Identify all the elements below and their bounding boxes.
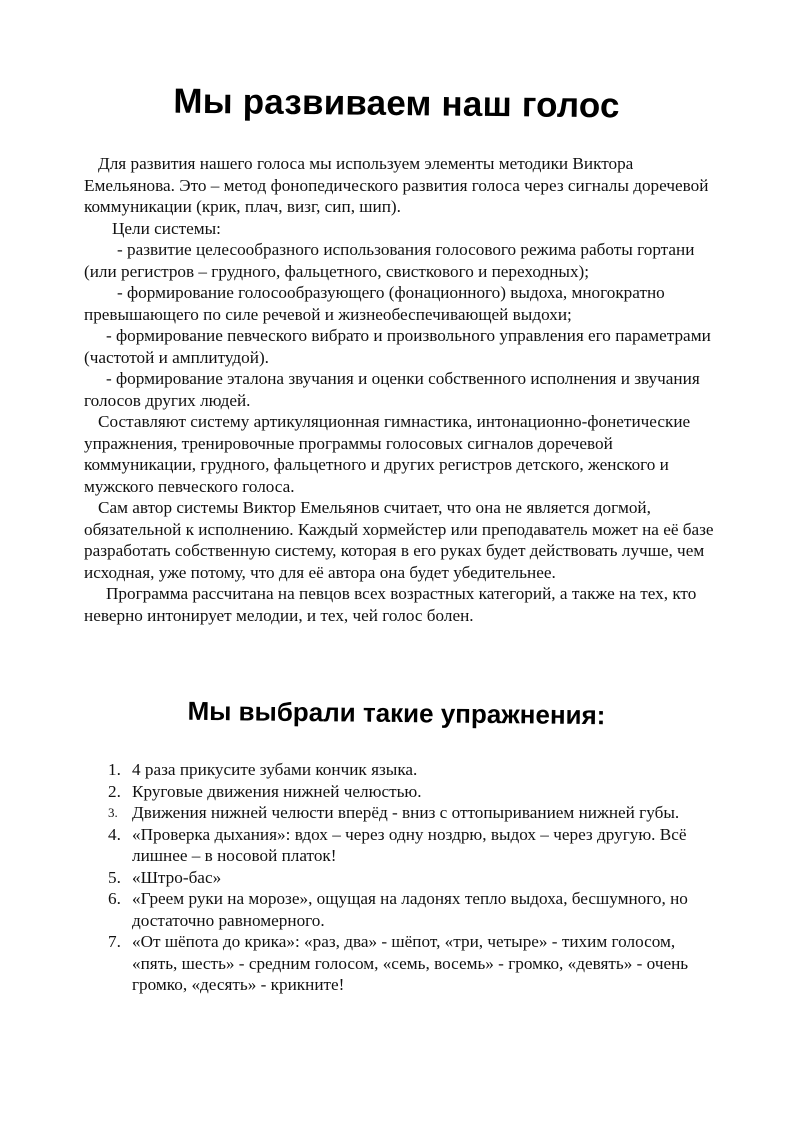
- list-item: [108, 867, 708, 889]
- list-number: 6.: [108, 889, 121, 908]
- paragraph-author: Сам автор системы Виктор Емельянов считает, что она не является догмой, обязательной к исполнению. Каждый хормейстер или преподаватель может на её базе разработать собственную систему, которая в его руках будет действовать лучше, чем исходная, уже потому, что для её автора она будет убедительнее.: [84, 498, 714, 582]
- goal-item: - формирование певческого вибрато и произвольного управления его параметрами (частотой и амплитудой).: [84, 326, 711, 367]
- list-number: 5.: [108, 867, 121, 887]
- list-number: 4.: [108, 824, 121, 844]
- list-item-text: 4 раза прикусите зубами кончик языка.: [132, 760, 418, 779]
- paragraph-goals-heading: Цели системы:: [112, 218, 221, 238]
- list-item: [108, 888, 708, 931]
- list-item-text: «Проверка дыхания»: вдох – через одну ноздрю, выдох – через другую. Всё лишнее – в носовой платок!: [132, 824, 687, 865]
- exercise-list: [108, 759, 708, 996]
- paragraph-method: Для развития нашего голоса мы используем элементы методики Виктора Емельянова. Это – метод фонопедического развития голоса через сигналы доречевой коммуникации (крик, плач, визг, сип, шип).: [84, 154, 709, 216]
- list-number: 3.: [108, 805, 118, 820]
- list-number: 1.: [108, 760, 121, 779]
- goal-item: - развитие целесообразного использования голосового режима работы гортани (или регистров – грудного, фальцетного, свисткового и переходных);: [84, 240, 695, 281]
- list-item: [108, 781, 708, 803]
- list-item-text: Круговые движения нижней челюстью.: [132, 781, 422, 801]
- list-item: [108, 931, 708, 996]
- list-number: 7.: [108, 932, 121, 951]
- goal-item: - формирование эталона звучания и оценки собственного исполнения и звучания голосов других людей.: [84, 369, 700, 410]
- goal-item: - формирование голосообразующего (фонационного) выдоха, многократно превышающего по силе речевой и жизнеобеспечивающей выдохи;: [84, 283, 665, 324]
- intro-text: [84, 153, 724, 626]
- list-item-text: «Штро-бас»: [132, 867, 222, 887]
- paragraph-composition: Составляют систему артикуляционная гимнастика, интонационно-фонетические упражнения, тренировочные программы голосовых сигналов доречевой коммуникации, грудного, фальцетного и других регистров детского, женского и мужского певческого голоса.: [84, 412, 691, 496]
- list-item: [108, 824, 708, 867]
- list-number: 2.: [108, 781, 121, 801]
- list-item-text: Движения нижней челюсти вперёд - вниз с оттопыриванием нижней губы.: [132, 803, 680, 822]
- page-title: Мы развиваем наш голос: [173, 81, 620, 126]
- list-item-text: «От шёпота до крика»: «раз, два» - шёпот, «три, четыре» - тихим голосом, «пять, шесть» - средним голосом, «семь, восемь» - громко, «девять» - очень громко, «десять» - крикните!: [132, 932, 689, 994]
- exercises-heading: Мы выбрали такие упражнения:: [187, 695, 606, 731]
- list-item: [108, 802, 708, 824]
- list-item-text: «Греем руки на морозе», ощущая на ладонях тепло выдоха, бесшумного, но достаточно равномерного.: [132, 889, 688, 930]
- list-item: [108, 759, 708, 781]
- paragraph-program: Программа рассчитана на певцов всех возрастных категорий, а также на тех, кто неверно интонирует мелодии, и тех, чей голос болен.: [84, 584, 697, 625]
